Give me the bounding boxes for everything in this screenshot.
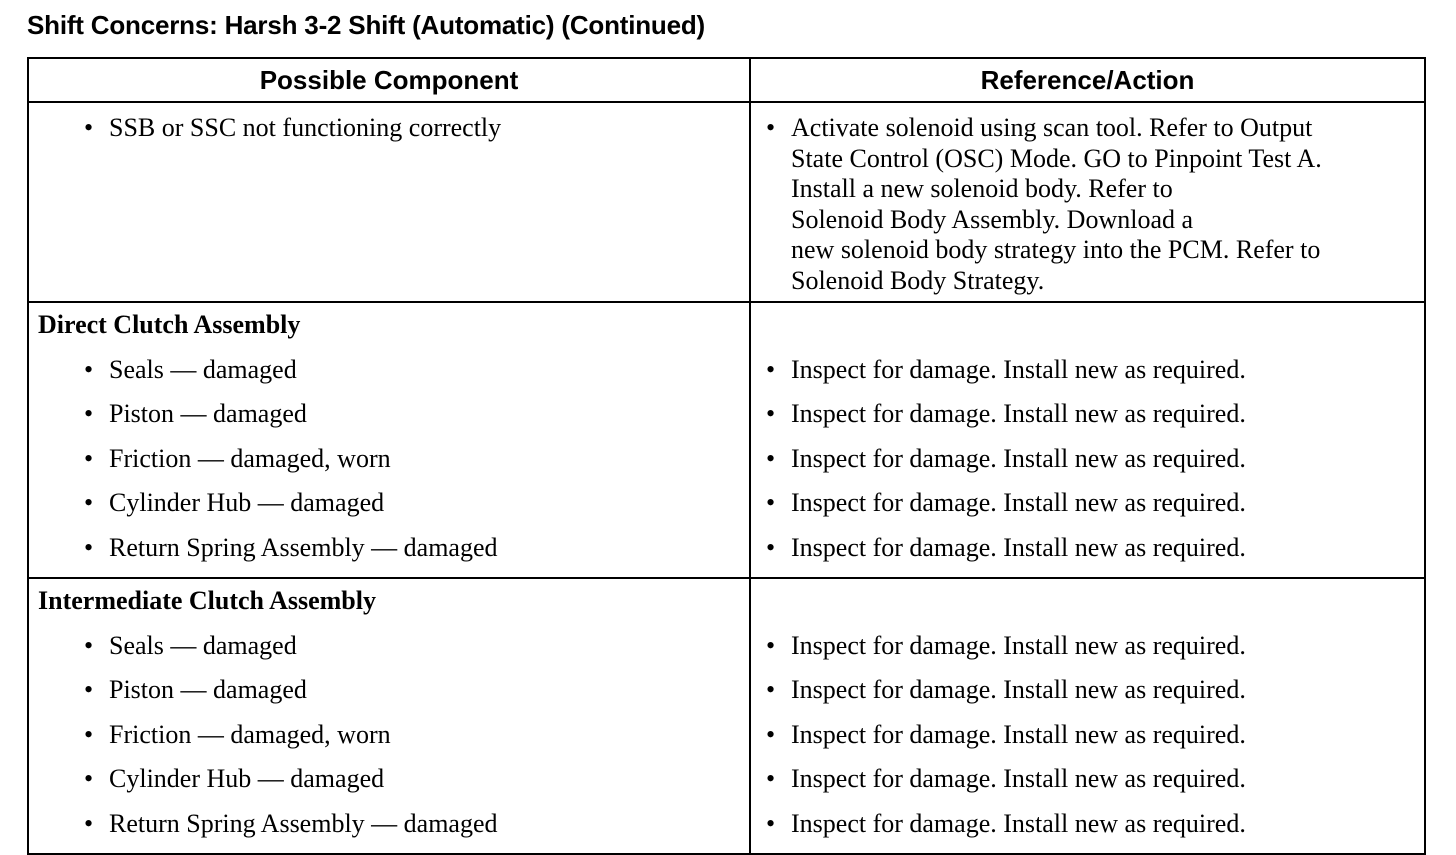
group-spacer — [751, 308, 1424, 353]
action-item: • Inspect for damage. Install new as required. — [751, 442, 1424, 487]
action-cell — [750, 578, 1425, 854]
component-item: • Return Spring Assembly — damaged — [29, 531, 749, 576]
component-item: • Seals — damaged — [29, 629, 749, 674]
action-line: • Activate solenoid using scan tool. Refer to Output — [751, 113, 1424, 144]
component-item: • SSB or SSC not functioning correctly — [29, 113, 749, 144]
action-line: State Control (OSC) Mode. GO to Pinpoint Test A. — [791, 143, 1322, 173]
component-cell — [28, 102, 750, 302]
action-line: new solenoid body strategy into the PCM. Refer to — [791, 235, 1321, 264]
component-item: • Piston — damaged — [29, 397, 749, 442]
header-row — [28, 58, 1425, 102]
action-item: • Inspect for damage. Install new as required. — [751, 486, 1424, 531]
action-line: Solenoid Body Assembly. Download a — [791, 204, 1194, 234]
table-row-intermediate-clutch — [28, 578, 1425, 854]
table-row-direct-clutch — [28, 302, 1425, 578]
table-row — [28, 102, 1425, 302]
component-item: • Cylinder Hub — damaged — [29, 762, 749, 807]
group-heading: Intermediate Clutch Assembly — [38, 586, 376, 615]
action-cell — [750, 302, 1425, 578]
component-cell — [28, 302, 750, 578]
action-cell — [750, 102, 1425, 302]
shift-concerns-table — [27, 57, 1426, 855]
action-line: Install a new solenoid body. Refer to — [791, 174, 1173, 203]
action-item: • Inspect for damage. Install new as required. — [751, 762, 1424, 807]
header-reference-action: Reference/Action — [750, 58, 1425, 102]
component-item: • Friction — damaged, worn — [29, 442, 749, 487]
component-item: • Seals — damaged — [29, 353, 749, 398]
component-cell — [28, 578, 750, 854]
header-possible-component: Possible Component — [28, 58, 750, 102]
action-item: • Inspect for damage. Install new as required. — [751, 353, 1424, 398]
action-item: • Inspect for damage. Install new as required. — [751, 629, 1424, 674]
action-item: • Inspect for damage. Install new as required. — [751, 718, 1424, 763]
page-title: Shift Concerns: Harsh 3-2 Shift (Automatic) (Continued) — [27, 10, 706, 40]
component-item: • Piston — damaged — [29, 673, 749, 718]
group-spacer — [751, 584, 1424, 629]
action-item: • Inspect for damage. Install new as required. — [751, 673, 1424, 718]
component-item: • Friction — damaged, worn — [29, 718, 749, 763]
component-item: • Return Spring Assembly — damaged — [29, 807, 749, 852]
action-line: Solenoid Body Strategy. — [791, 265, 1045, 295]
action-item: • Inspect for damage. Install new as required. — [751, 531, 1424, 576]
group-heading: Direct Clutch Assembly — [38, 310, 301, 339]
action-item: • Inspect for damage. Install new as required. — [751, 397, 1424, 442]
action-item: • Inspect for damage. Install new as required. — [751, 807, 1424, 852]
component-item: • Cylinder Hub — damaged — [29, 486, 749, 531]
